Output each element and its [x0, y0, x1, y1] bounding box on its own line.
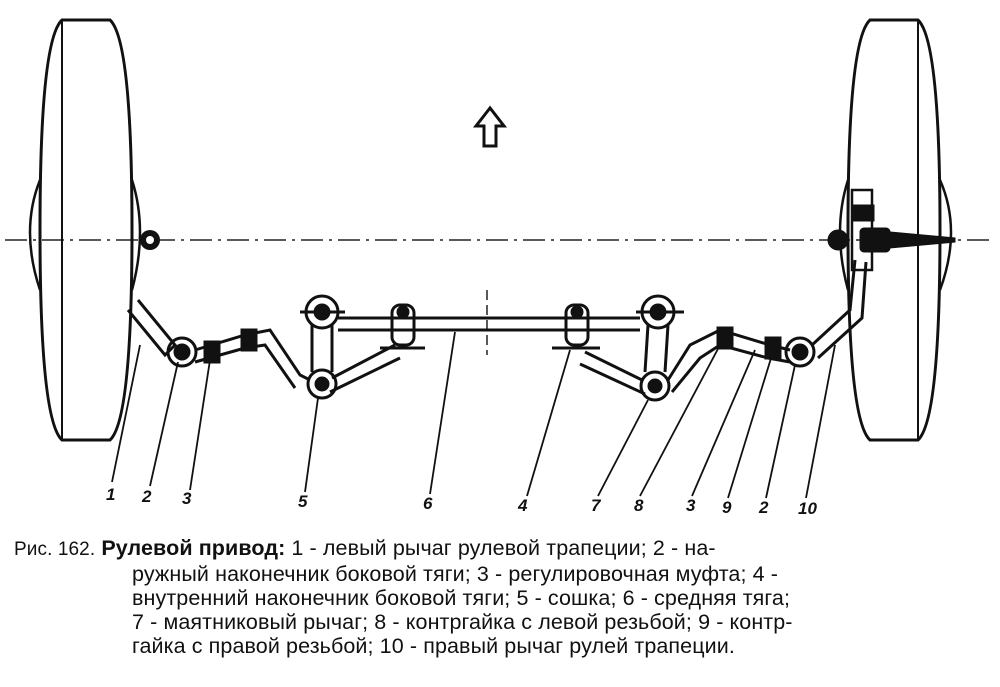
left-wheel [30, 20, 140, 440]
caption-text-1: 1 - левый рычаг рулевой трапеции; 2 - на- [285, 536, 716, 560]
label-2-left: 2 [142, 487, 152, 506]
figure-caption [14, 536, 989, 658]
label-5: 5 [298, 492, 308, 511]
label-2-right: 2 [759, 498, 769, 517]
forward-direction-arrow [476, 108, 504, 146]
figure-number: Рис. 162. [14, 539, 96, 560]
label-1: 1 [106, 485, 116, 504]
label-10: 10 [798, 499, 817, 518]
left-knuckle-joint [140, 230, 160, 250]
caption-line-1 [14, 536, 989, 562]
caption-title: Рулевой привод: [101, 536, 286, 560]
label-8: 8 [634, 496, 644, 515]
inner-tie-rod-end-right [552, 305, 600, 348]
label-7: 7 [591, 496, 601, 515]
label-6: 6 [423, 494, 433, 513]
caption-line-4: 7 - маятниковый рычаг; 8 - контргайка с левой резьбой; 9 - контр- [132, 610, 793, 634]
label-4: 4 [518, 496, 528, 515]
label-3-left: 3 [182, 489, 192, 508]
caption-line-2: ружный наконечник боковой тяги; 3 - регулировочная муфта; 4 - [132, 562, 779, 586]
left-tie-rod-assembly [128, 300, 310, 388]
label-3-right: 3 [686, 496, 696, 515]
inner-tie-rod-end-left [380, 305, 425, 348]
label-9: 9 [722, 498, 732, 517]
caption-line-3: внутренний наконечник боковой тяги; 5 - сошка; 6 - средняя тяга; [132, 586, 791, 610]
right-wheel [840, 20, 951, 440]
caption-line-5: гайка с правой резьбой; 10 - правый рычаг рулей трапеции. [132, 634, 735, 658]
center-link [338, 318, 640, 330]
